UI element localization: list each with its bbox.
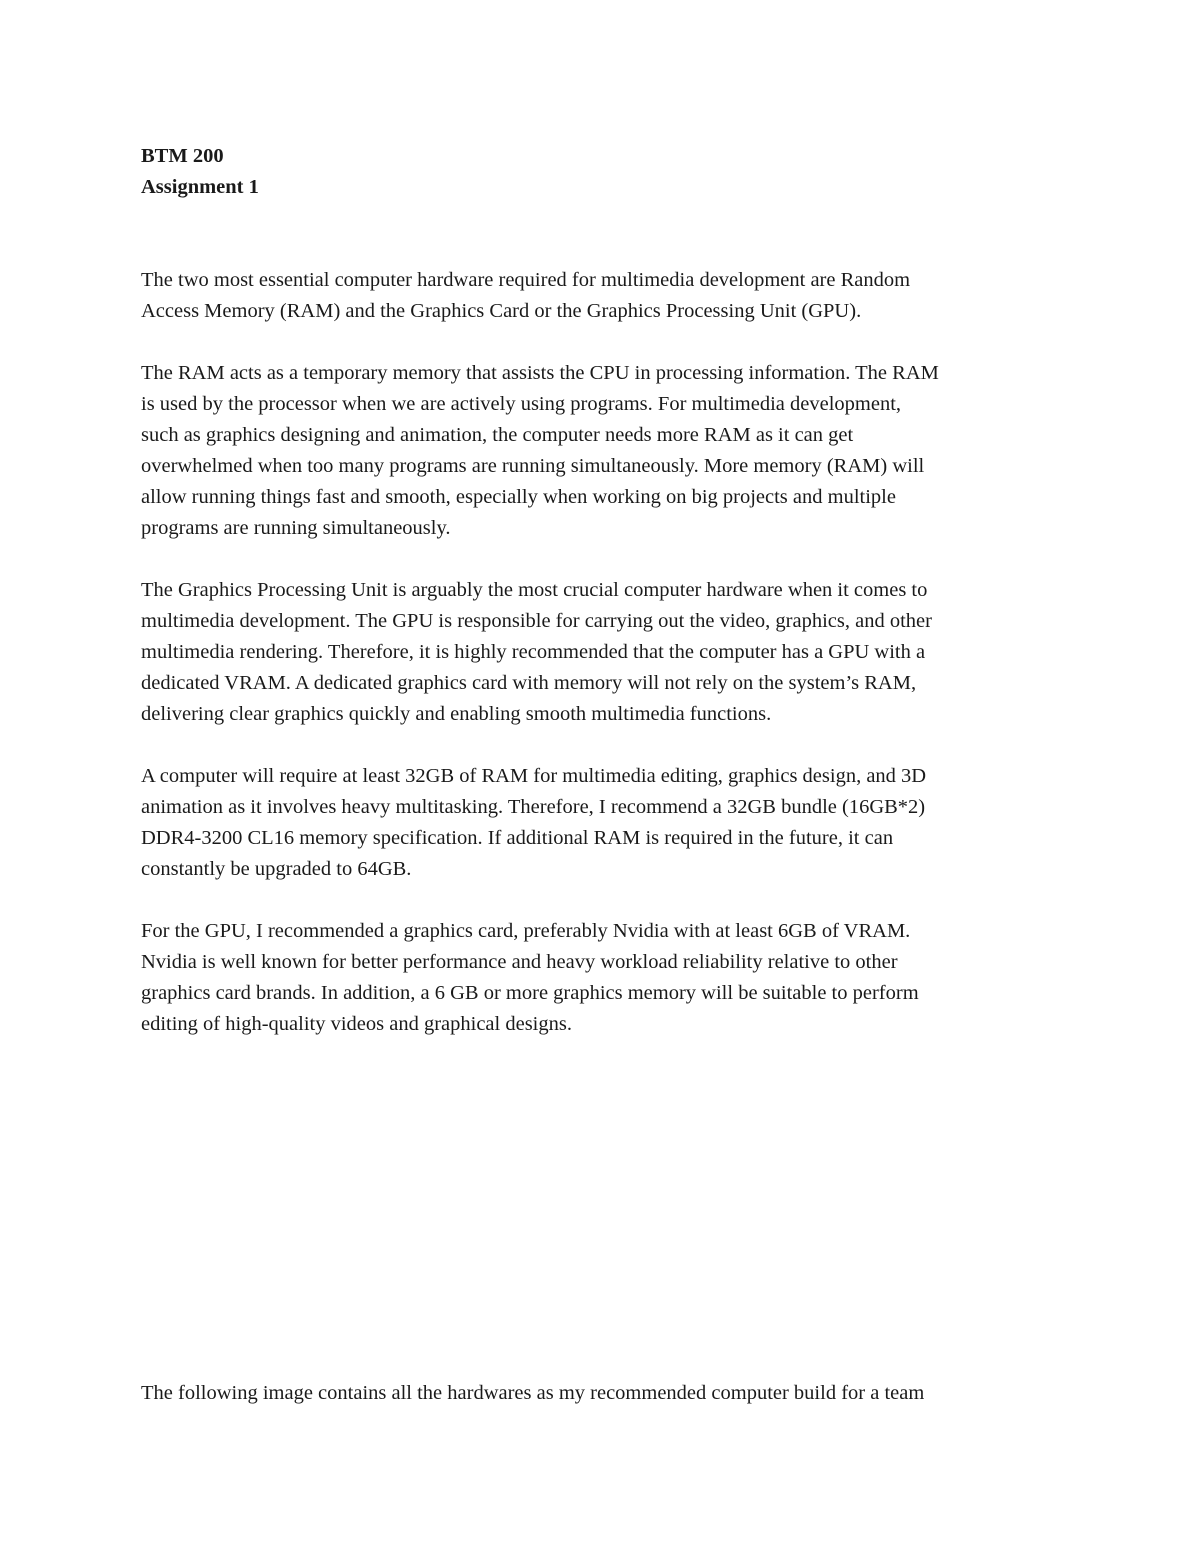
paragraph-line: The RAM acts as a temporary memory that assists the CPU in processing information. The RAM bbox=[141, 362, 939, 384]
paragraph-line: is used by the processor when we are actively using programs. For multimedia development, bbox=[141, 393, 902, 415]
paragraph-line: For the GPU, I recommended a graphics card, preferably Nvidia with at least 6GB of VRAM. bbox=[141, 920, 911, 942]
paragraph-line: Access Memory (RAM) and the Graphics Card or the Graphics Processing Unit (GPU). bbox=[141, 300, 862, 322]
paragraph-line: delivering clear graphics quickly and enabling smooth multimedia functions. bbox=[141, 703, 772, 725]
paragraph-line: multimedia rendering. Therefore, it is highly recommended that the computer has a GPU with a bbox=[141, 641, 926, 663]
paragraph-line: A computer will require at least 32GB of RAM for multimedia editing, graphics design, and 3D bbox=[141, 765, 927, 787]
paragraph-gpu-recommendation bbox=[141, 916, 1066, 1040]
paragraph-gpu bbox=[141, 575, 1066, 730]
paragraph-line: allow running things fast and smooth, especially when working on big projects and multiple bbox=[141, 486, 896, 508]
paragraph-line: programs are running simultaneously. bbox=[141, 517, 451, 539]
paragraph-intro bbox=[141, 265, 1066, 327]
paragraph-line: such as graphics designing and animation, the computer needs more RAM as it can get bbox=[141, 424, 854, 446]
document-body bbox=[141, 141, 1066, 1040]
paragraph-ram-recommendation bbox=[141, 761, 1066, 885]
paragraph-line: Nvidia is well known for better performance and heavy workload reliability relative to other bbox=[141, 951, 898, 973]
paragraph-line: constantly be upgraded to 64GB. bbox=[141, 858, 412, 880]
paragraph-ram bbox=[141, 358, 1066, 544]
paragraph-line: multimedia development. The GPU is responsible for carrying out the video, graphics, and other bbox=[141, 610, 932, 632]
paragraph-line: The two most essential computer hardware required for multimedia development are Random bbox=[141, 269, 911, 291]
paragraph-line: dedicated VRAM. A dedicated graphics card with memory will not rely on the system’s RAM, bbox=[141, 672, 917, 694]
course-title: BTM 200 bbox=[141, 145, 224, 167]
paragraph-line: editing of high-quality videos and graphical designs. bbox=[141, 1013, 572, 1035]
paragraph-line: animation as it involves heavy multitasking. Therefore, I recommend a 32GB bundle (16GB*2) bbox=[141, 796, 926, 818]
paragraph-line: overwhelmed when too many programs are running simultaneously. More memory (RAM) will bbox=[141, 455, 925, 477]
paragraph-line: graphics card brands. In addition, a 6 GB or more graphics memory will be suitable to perform bbox=[141, 982, 919, 1004]
closing-line: The following image contains all the hardwares as my recommended computer build for a team bbox=[141, 1382, 925, 1404]
paragraph-line: DDR4-3200 CL16 memory specification. If additional RAM is required in the future, it can bbox=[141, 827, 894, 849]
assignment-title: Assignment 1 bbox=[141, 176, 259, 198]
paragraph-line: The Graphics Processing Unit is arguably the most crucial computer hardware when it comes to bbox=[141, 579, 928, 601]
